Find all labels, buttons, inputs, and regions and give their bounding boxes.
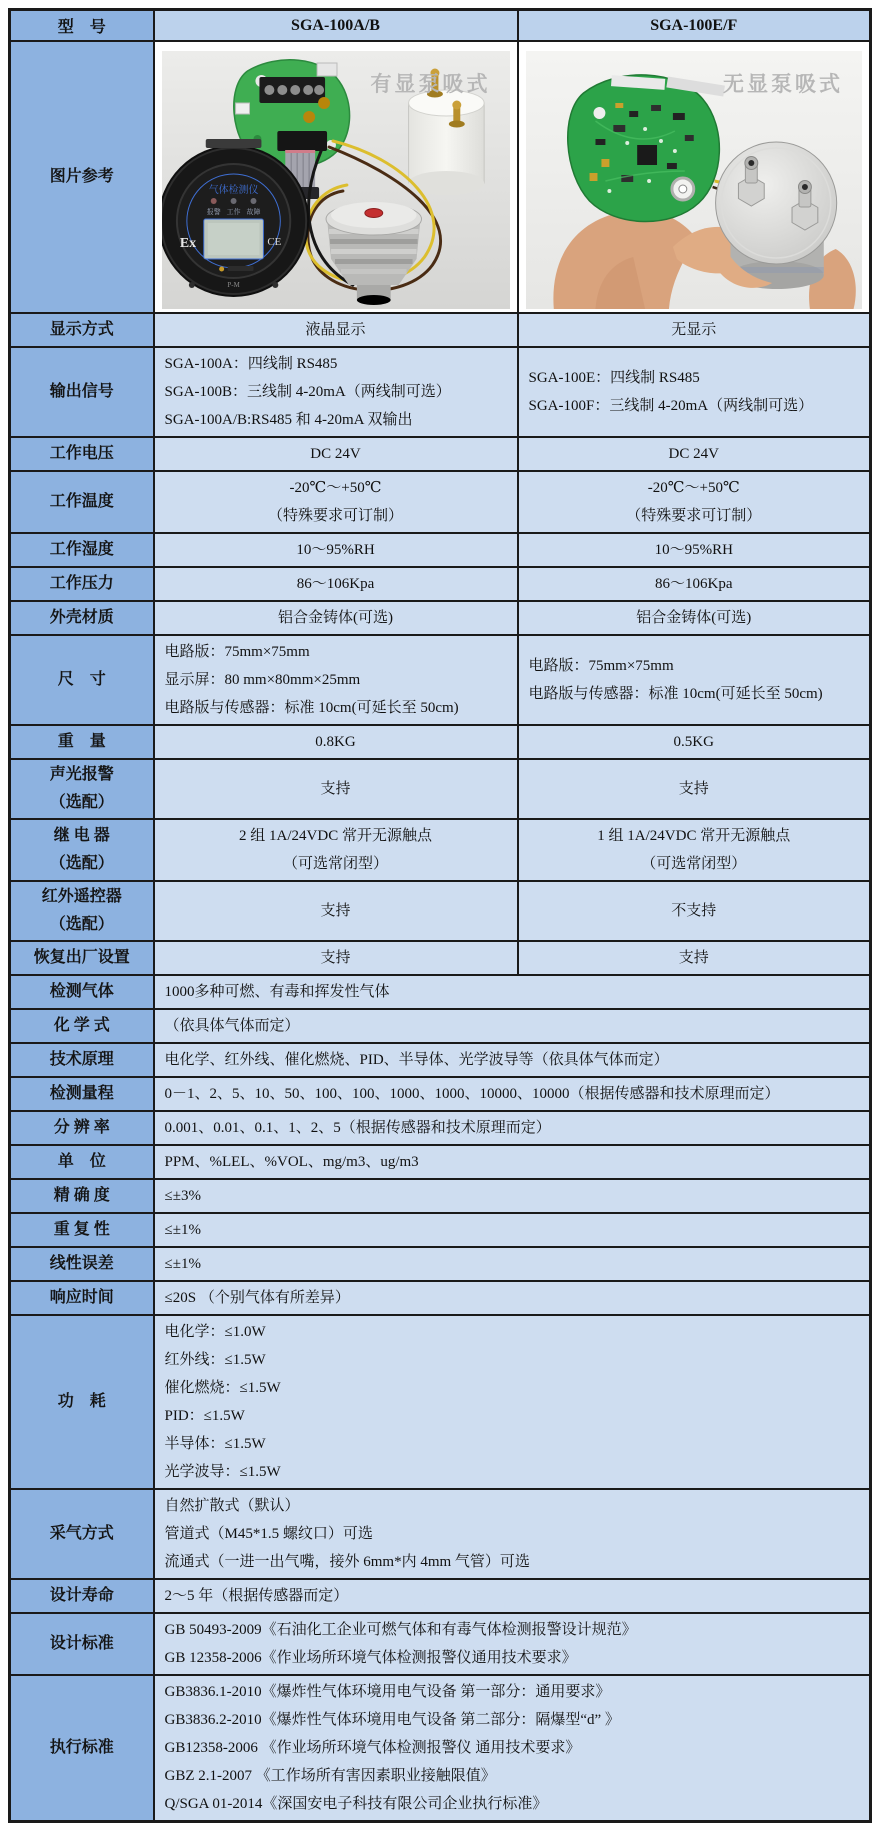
row-value-b: 支持: [518, 759, 871, 819]
row-label: 设计寿命: [10, 1579, 154, 1613]
row-value-b: 铝合金铸体(可选): [518, 601, 871, 635]
spec-row-5: [10, 567, 871, 601]
row-value-b: 0.5KG: [518, 725, 871, 759]
spec-row-15: [10, 1043, 871, 1077]
left-product-photo: [155, 42, 517, 312]
spec-row-3: [10, 471, 871, 533]
row-label: 单 位: [10, 1145, 154, 1179]
spec-row-4: [10, 533, 871, 567]
row-value-a: 支持: [154, 759, 518, 819]
row-value-b: -20℃～+50℃ （特殊要求可订制）: [518, 471, 871, 533]
spec-row-12: [10, 941, 871, 975]
row-label: 红外遥控器 （选配）: [10, 881, 154, 941]
row-label: 工作湿度: [10, 533, 154, 567]
row-value-full: ≤±3%: [154, 1179, 871, 1213]
spec-row-16: [10, 1077, 871, 1111]
row-label: 精 确 度: [10, 1179, 154, 1213]
row-value-full: GB3836.1-2010《爆炸性气体环境用电气设备 第一部分：通用要求》 GB3836.2-2010《爆炸性气体环境用电气设备 第二部分：隔爆型“d” 》 GB12358-2006 《作业场所环境气体检测报警仪 通用技术要求》 GBZ 2.1-2007 《工作场所有害因素职业接触限值》 Q/SGA 01-2014《深国安电子科技有限公司企业执行标准》: [154, 1675, 871, 1822]
row-value-a: 支持: [154, 881, 518, 941]
row-label: 显示方式: [10, 313, 154, 347]
spec-row-22: [10, 1281, 871, 1315]
row-label: 设计标准: [10, 1613, 154, 1675]
row-value-full: ≤±1%: [154, 1213, 871, 1247]
image-row: [10, 41, 871, 313]
ex-mark-text: Ex: [179, 235, 196, 252]
header-model-b: SGA-100E/F: [518, 10, 871, 42]
spec-row-13: [10, 975, 871, 1009]
row-value-full: 2～5 年（根据传感器而定）: [154, 1579, 871, 1613]
row-value-b: 无显示: [518, 313, 871, 347]
image-row-label: 图片参考: [10, 41, 154, 313]
ce-mark-text: CE: [266, 235, 281, 249]
row-value-a: 86～106Kpa: [154, 567, 518, 601]
row-label: 恢复出厂设置: [10, 941, 154, 975]
spec-row-10: [10, 819, 871, 881]
spec-row-18: [10, 1145, 871, 1179]
right-watermark-text: 无显泵吸式: [723, 72, 843, 96]
row-value-b: 电路版：75mm×75mm 电路版与传感器：标准 10cm(可延长至 50cm): [518, 635, 871, 725]
row-label: 工作压力: [10, 567, 154, 601]
row-value-a: 10～95%RH: [154, 533, 518, 567]
row-label: 尺 寸: [10, 635, 154, 725]
row-label: 工作电压: [10, 437, 154, 471]
row-value-full: 电化学：≤1.0W 红外线：≤1.5W 催化燃烧：≤1.5W PID：≤1.5W 半导体：≤1.5W 光学波导：≤1.5W: [154, 1315, 871, 1489]
spec-table: [8, 8, 872, 1823]
row-label: 执行标准: [10, 1675, 154, 1822]
row-value-a: SGA-100A：四线制 RS485 SGA-100B：三线制 4-20mA（两线制可选） SGA-100A/B:RS485 和 4-20mA 双输出: [154, 347, 518, 437]
row-value-full: GB 50493-2009《石油化工企业可燃气体和有毒气体检测报警设计规范》 GB 12358-2006《作业场所环境气体检测报警仪通用技术要求》: [154, 1613, 871, 1675]
spec-row-14: [10, 1009, 871, 1043]
spec-row-20: [10, 1213, 871, 1247]
row-label: 输出信号: [10, 347, 154, 437]
row-label: 功 耗: [10, 1315, 154, 1489]
row-value-full: 0.001、0.01、0.1、1、2、5（根据传感器和技术原理而定）: [154, 1111, 871, 1145]
row-value-b: DC 24V: [518, 437, 871, 471]
row-value-b: SGA-100E：四线制 RS485 SGA-100F：三线制 4-20mA（两线制可选）: [518, 347, 871, 437]
row-label: 外壳材质: [10, 601, 154, 635]
header-model-a: SGA-100A/B: [154, 10, 518, 42]
pgm-label-text: P-M: [226, 280, 240, 290]
spec-row-26: [10, 1613, 871, 1675]
row-value-b: 支持: [518, 941, 871, 975]
header-row: [10, 10, 871, 42]
row-value-full: 电化学、红外线、催化燃烧、PID、半导体、光学波导等（依具体气体而定）: [154, 1043, 871, 1077]
spec-row-19: [10, 1179, 871, 1213]
row-label: 化 学 式: [10, 1009, 154, 1043]
led-label-work: 工作: [226, 207, 241, 217]
spec-row-27: [10, 1675, 871, 1822]
row-value-a: 铝合金铸体(可选): [154, 601, 518, 635]
row-value-full: 0－1、2、5、10、50、100、100、1000、1000、10000、10000（根据传感器和技术原理而定）: [154, 1077, 871, 1111]
row-value-full: 1000多种可燃、有毒和挥发性气体: [154, 975, 871, 1009]
row-value-a: DC 24V: [154, 437, 518, 471]
row-value-b: 10～95%RH: [518, 533, 871, 567]
row-value-a: -20℃～+50℃ （特殊要求可订制）: [154, 471, 518, 533]
row-label: 工作温度: [10, 471, 154, 533]
row-value-a: 支持: [154, 941, 518, 975]
row-label: 响应时间: [10, 1281, 154, 1315]
row-value-full: （依具体气体而定）: [154, 1009, 871, 1043]
spec-row-0: [10, 313, 871, 347]
row-value-b: 1 组 1A/24VDC 常开无源触点 （可选常闭型）: [518, 819, 871, 881]
row-value-a: 0.8KG: [154, 725, 518, 759]
row-label: 继 电 器 （选配）: [10, 819, 154, 881]
row-value-a: 2 组 1A/24VDC 常开无源触点 （可选常闭型）: [154, 819, 518, 881]
device-title-text: 气体检测仪: [208, 184, 258, 197]
spec-row-6: [10, 601, 871, 635]
row-label: 检测气体: [10, 975, 154, 1009]
row-label: 重 复 性: [10, 1213, 154, 1247]
spec-row-17: [10, 1111, 871, 1145]
row-label: 采气方式: [10, 1489, 154, 1579]
row-value-full: PPM、%LEL、%VOL、mg/m3、ug/m3: [154, 1145, 871, 1179]
spec-row-23: [10, 1315, 871, 1489]
spec-row-25: [10, 1579, 871, 1613]
spec-row-24: [10, 1489, 871, 1579]
spec-row-9: [10, 759, 871, 819]
row-label: 重 量: [10, 725, 154, 759]
row-label: 技术原理: [10, 1043, 154, 1077]
row-value-a: 电路版：75mm×75mm 显示屏：80 mm×80mm×25mm 电路版与传感器：标准 10cm(可延长至 50cm): [154, 635, 518, 725]
row-label: 分 辨 率: [10, 1111, 154, 1145]
spec-row-21: [10, 1247, 871, 1281]
spec-row-1: [10, 347, 871, 437]
row-value-full: ≤±1%: [154, 1247, 871, 1281]
left-watermark-text: 有显泵吸式: [370, 72, 491, 96]
spec-row-2: [10, 437, 871, 471]
right-product-photo: [519, 42, 870, 312]
row-label: 声光报警 （选配）: [10, 759, 154, 819]
row-value-b: 不支持: [518, 881, 871, 941]
pcb-board-icon: [567, 75, 724, 222]
row-value-full: ≤20S （个别气体有所差异）: [154, 1281, 871, 1315]
led-label-alarm: 报警: [206, 207, 221, 217]
row-label: 线性误差: [10, 1247, 154, 1281]
photo-cell-right: [518, 41, 871, 313]
spec-row-7: [10, 635, 871, 725]
row-value-full: 自然扩散式（默认） 管道式（M45*1.5 螺纹口）可选 流通式（一进一出气嘴，接外 6mm*内 4mm 气管）可选: [154, 1489, 871, 1579]
spec-row-11: [10, 881, 871, 941]
row-value-a: 液晶显示: [154, 313, 518, 347]
row-label: 检测量程: [10, 1077, 154, 1111]
row-value-b: 86～106Kpa: [518, 567, 871, 601]
spec-row-8: [10, 725, 871, 759]
header-model-label: 型 号: [10, 10, 154, 42]
photo-cell-left: [154, 41, 518, 313]
led-label-fault: 故障: [246, 207, 260, 217]
